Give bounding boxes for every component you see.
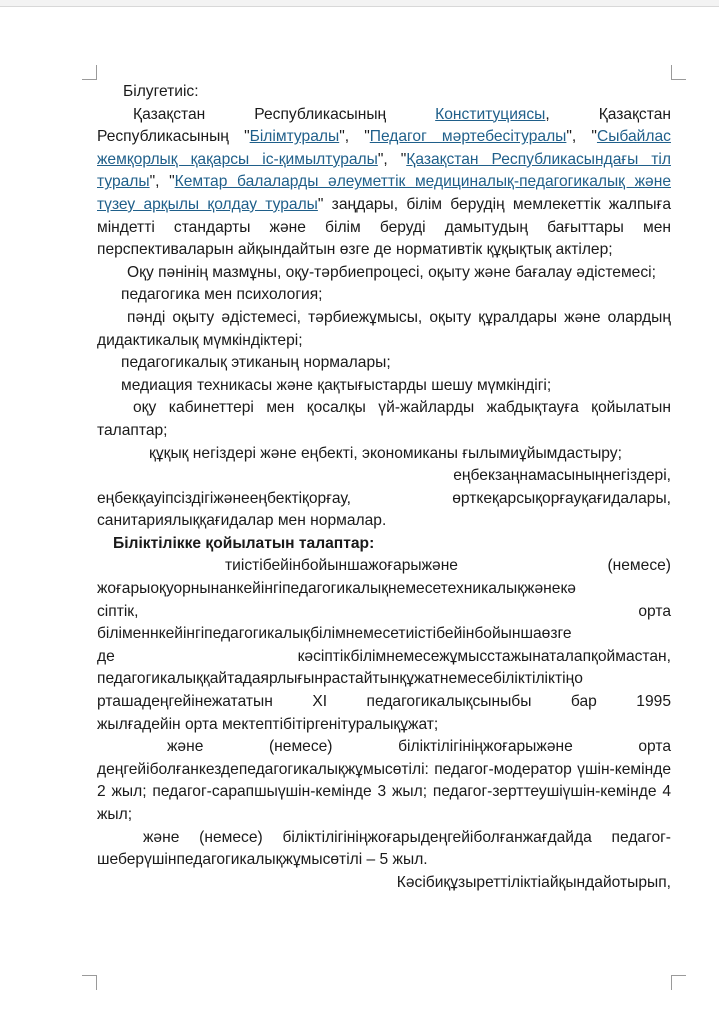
requirement-block-3: және (немесе) біліктілігініңжоғарыдеңгейіболғанжағдайда педагог-шеберүшінпедагогикалықжұмысөтілі – 5 жыл. xyxy=(97,828,671,869)
list-item: Оқу пәнінің мазмұны, оқу-тәрбиепроцесі, оқыту және бағалау әдістемесі; xyxy=(127,263,656,281)
margin-corner-mark xyxy=(671,65,686,80)
link-anticorruption-law[interactable]: Сыбайлас жемқорлық қақарсы іс-қимылтуралы xyxy=(97,128,671,168)
text-line: сіптік, орта xyxy=(97,602,671,620)
text-run: ", " xyxy=(339,128,370,146)
list-item: педагогика мен психология; xyxy=(121,286,323,304)
list-item: құқық негіздері және еңбекті, экономиканы ғылымиұйымдастыру; xyxy=(149,444,622,462)
text-run: " заңдары, білім берудің мемлекеттік жалпыға міндетті стандарты және білім беруді дамытудың бағыттары мен перспективаларын айқындайтын өзге де нормативтік құқықтық актілер; xyxy=(97,195,671,259)
text-line: де кәсіптікбілімнемесежұмысстажынаталапқоймастан, xyxy=(97,647,671,665)
requirements-heading: Біліктілікке қойылатын талаптар: xyxy=(113,534,375,552)
requirement-block-2 xyxy=(97,736,671,826)
link-disabled-children-law[interactable]: Кемтар балаларды әлеуметтік медициналық-педагогикалық және түзеу арқылы қолдау туралы xyxy=(97,173,671,213)
text-line: рташадеңгейінежататын XI педагогикалықсыныбы бар 1995 xyxy=(97,693,671,711)
text-run: ", " xyxy=(149,173,175,191)
link-language-law[interactable]: Қазақстан Республикасындағы тіл туралы xyxy=(97,150,671,191)
margin-corner-mark xyxy=(82,65,97,80)
link-education-law[interactable]: Білімтуралы xyxy=(249,128,340,146)
list-item-line: еңбекзаңнамасыныңнегіздері, xyxy=(453,467,671,485)
document-body xyxy=(97,81,671,894)
link-constitution[interactable]: Конституциясы xyxy=(435,105,546,123)
margin-corner-mark xyxy=(82,975,97,990)
text-line: жылғадейін орта мектептібітіргенітуралықұжат; xyxy=(97,715,439,733)
list-item: педагогикалық этиканың нормалары; xyxy=(121,354,391,372)
list-item: пәнді оқыту әдістемесі, тәрбиежұмысы, оқыту құралдары және олардың дидактикалық мүмкіндіктері; xyxy=(97,308,671,349)
list-item: еңбекқауіпсіздігіжәнееңбектіқорғау, өрткеқарсықорғауқағидалары, санитариялыққағидалар мен нормалар. xyxy=(97,489,671,530)
requirement-block-1 xyxy=(97,555,671,736)
list-item: оқу кабинеттері мен қосалқы үй-жайларды жабдықтауға қойылатын талаптар; xyxy=(97,399,671,439)
text-run: , Қазақстан Республикасының " xyxy=(97,105,671,146)
text-line: тиістібейінбойыншажоғарыжәне (немесе) xyxy=(225,557,671,575)
text-run: ", " xyxy=(377,150,407,168)
link-teacher-status-law[interactable]: Педагог мәртебесітуралы xyxy=(369,128,567,146)
text-line: педагогикалыққайтадаярлығынрастайтынқұжатнемесебіліктіліктіңо xyxy=(97,670,583,688)
text-line: біліменнкейінгіпедагогикалықбілімнемесетиістібейінбойыншаөзге xyxy=(97,625,572,643)
document-page xyxy=(0,6,719,1035)
laws-paragraph xyxy=(97,104,671,262)
text-run: ", " xyxy=(566,128,597,146)
list-item: медиация техникасы және қақтығыстарды шешу мүмкіндігі; xyxy=(121,376,552,394)
text-run: Қазақстан Республикасының xyxy=(133,105,436,123)
text-line: жоғарыоқуорнынанкейінгіпедагогикалықнемесетехникалықжәнекә xyxy=(97,580,576,598)
final-line: Кәсібиқұзыреттіліктіайқындайотырып, xyxy=(396,873,671,891)
text-line: деңгейіболғанкездепедагогикалықжұмысөтілі: педагог-модератор үшін-кемінде 2 жыл; педагог-сарапшыүшін-кемінде 3 жыл; педагог-зерттеушіүшін-кемінде 4 жыл; xyxy=(97,760,671,823)
must-know-label: Білугетиіс: xyxy=(123,83,199,100)
margin-corner-mark xyxy=(671,975,686,990)
text-line: және (немесе) біліктілігініңжоғарыжәне орта xyxy=(167,738,671,756)
